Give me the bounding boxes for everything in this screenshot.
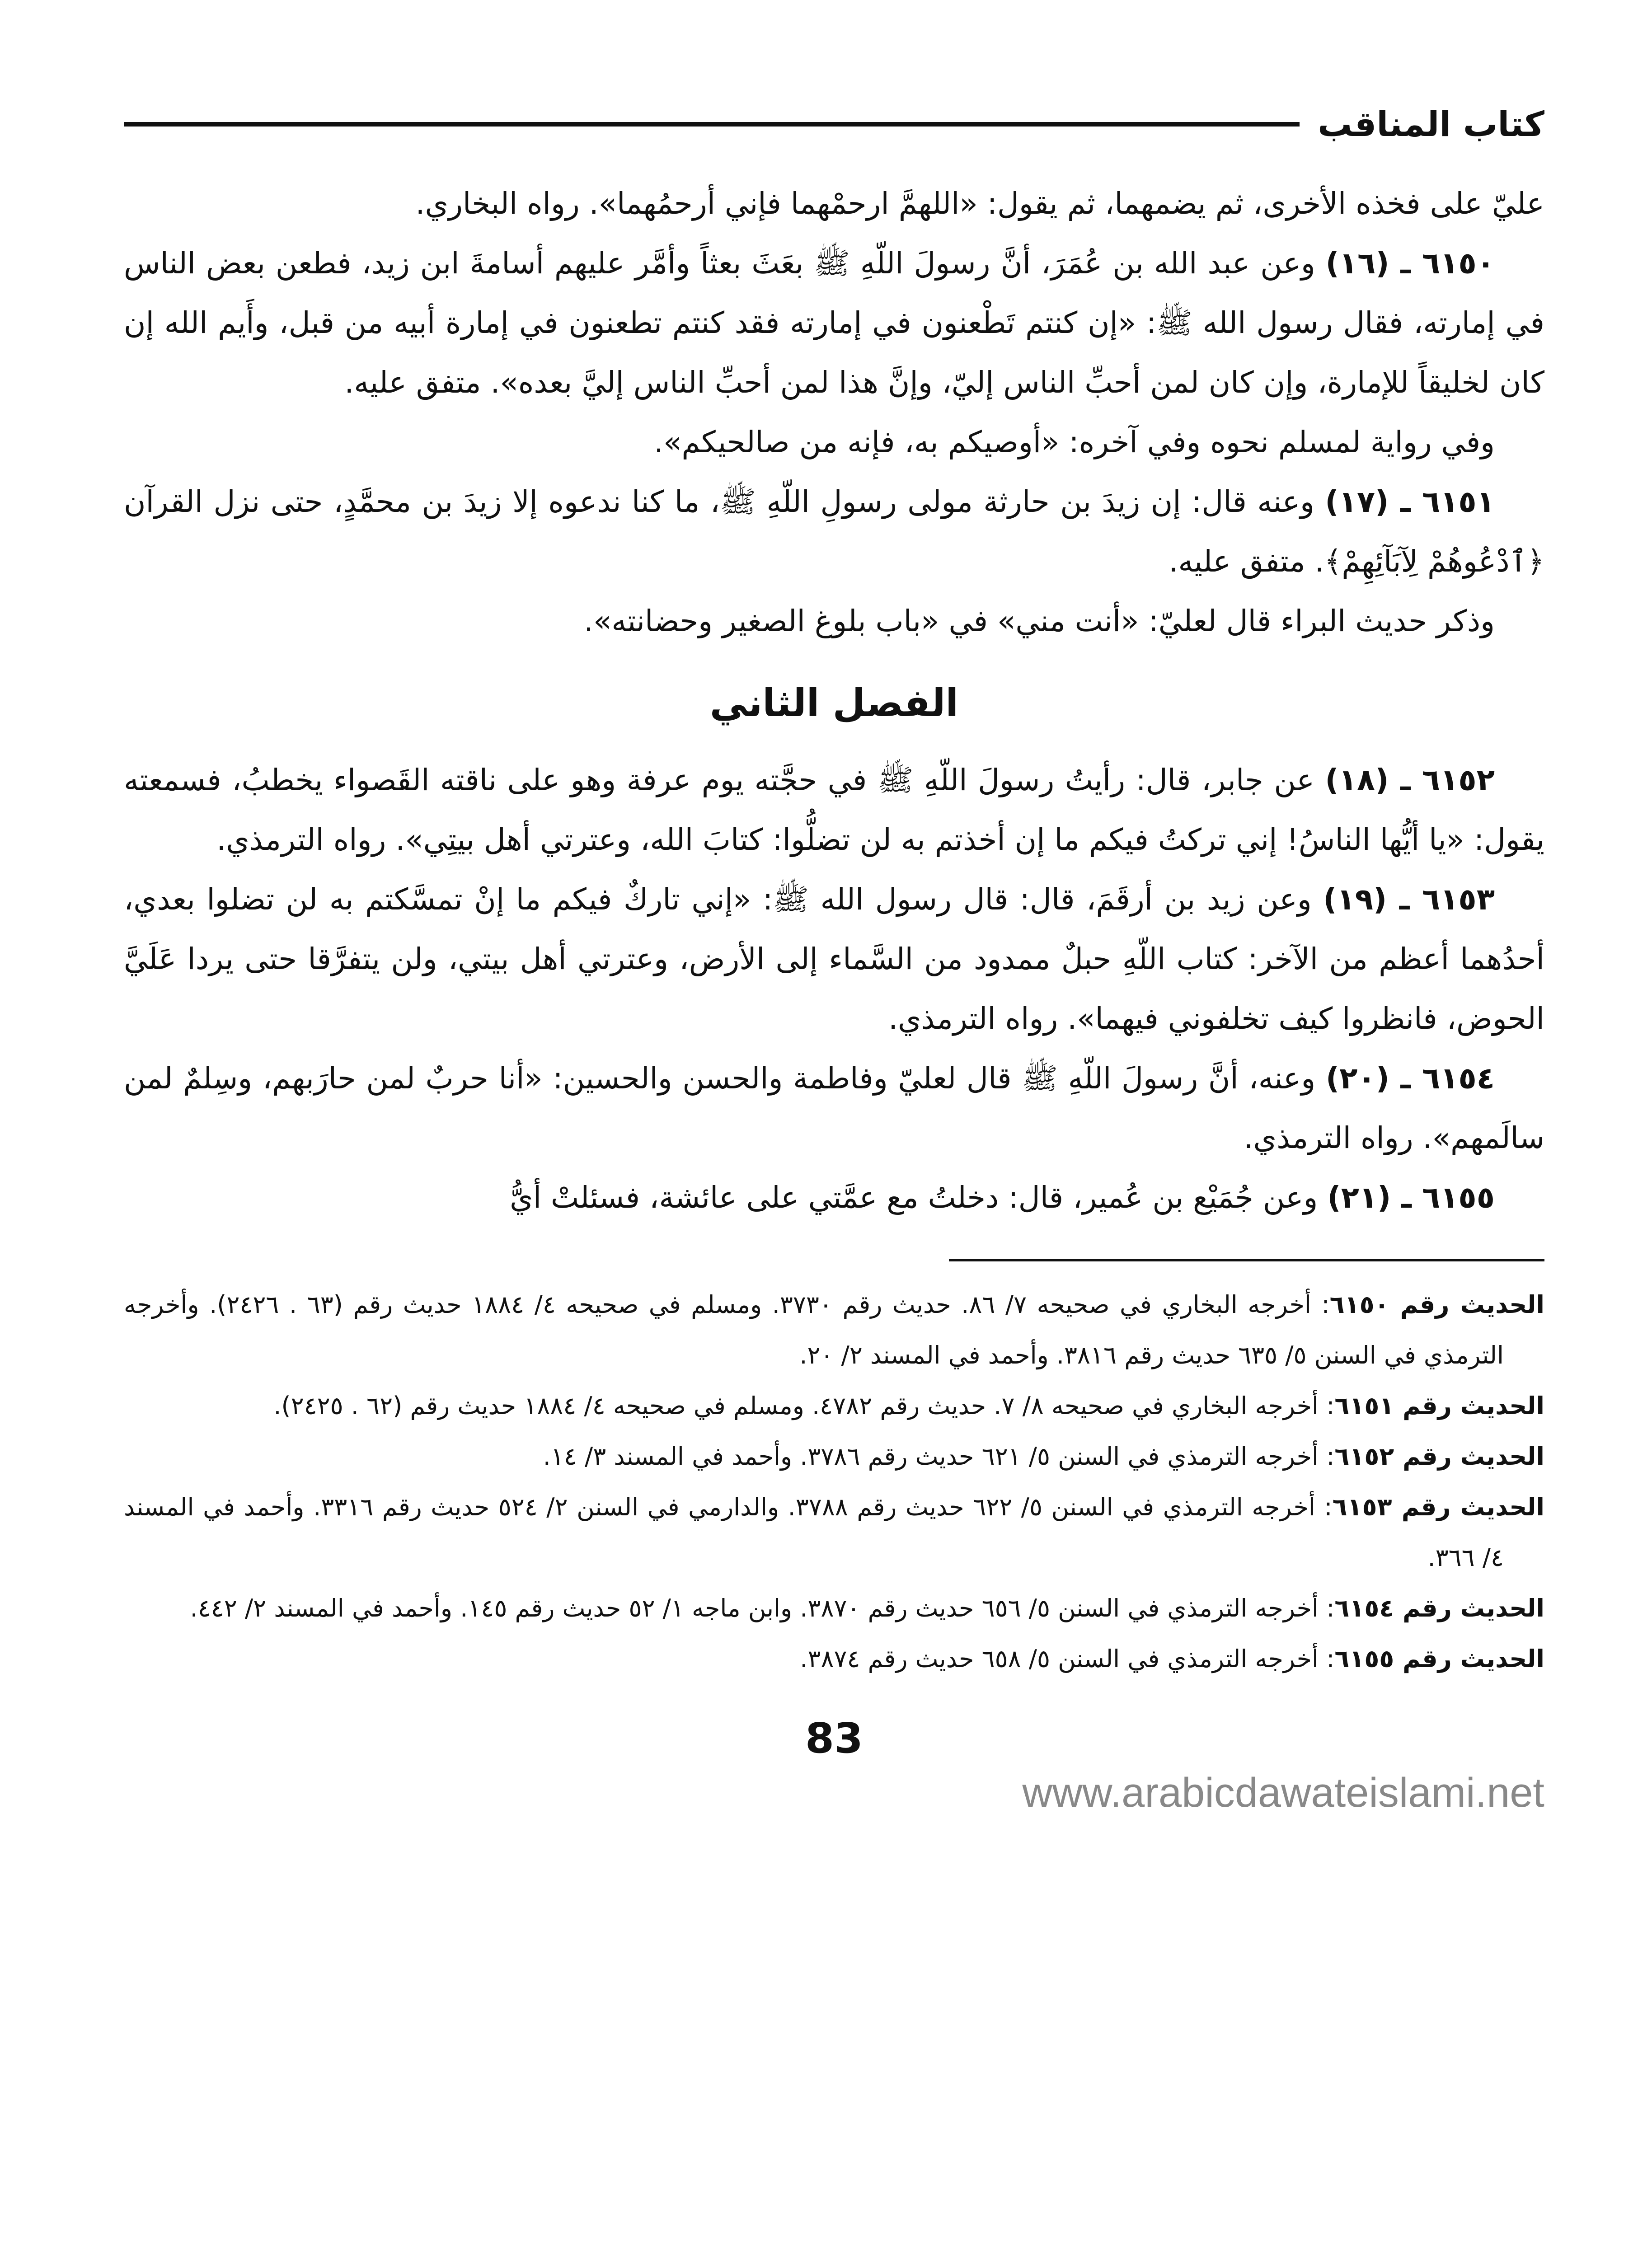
hadith-paragraph xyxy=(124,234,1544,412)
footnote-separator-row xyxy=(124,1228,1544,1279)
paragraph xyxy=(124,591,1544,651)
footnote-text: : أخرجه الترمذي في السنن ٥/ ٦٥٦ حديث رقم ٣٨٧٠. وابن ماجه ١/ ٥٢ حديث رقم ١٤٥. وأحمد في المسند ٢/ ٤٤٢. xyxy=(190,1594,1335,1622)
header-rule xyxy=(124,122,1300,127)
footnote-text: : أخرجه البخاري في صحيحه ٨/ ٧. حديث رقم ٤٧٨٢. ومسلم في صحيحه ٤/ ١٨٨٤ حديث رقم (٦٢ . ٢٤٢٥). xyxy=(273,1392,1335,1420)
footnote-text: : أخرجه البخاري في صحيحه ٧/ ٨٦. حديث رقم ٣٧٣٠. ومسلم في صحيحه ٤/ ١٨٨٤ حديث رقم (٦٣ . ٢٤٢٦). وأخرجه الترمذي في السنن ٥/ ٦٣٥ حديث رقم ٣٨١٦. وأحمد في المسند ٢/ ٢٠. xyxy=(124,1290,1504,1369)
footnote-label: الحديث رقم ٦١٥١ xyxy=(1334,1392,1544,1420)
footnote-label: الحديث رقم ٦١٥٥ xyxy=(1334,1645,1544,1673)
footnote xyxy=(124,1583,1544,1634)
watermark-url: www.arabicdawateislami.net xyxy=(1022,1770,1544,1816)
paragraph-text: وعن جُمَيْع بن عُمير، قال: دخلتُ مع عمَّتي على عائشة، فسئلتْ أيُّ xyxy=(510,1180,1318,1215)
paragraph-text: وعن عبد الله بن عُمَرَ، أنَّ رسولَ اللّهِ ﷺ بعَثَ بعثاً وأمَّر عليهم أسامةَ ابن زيد، فطعن بعض الناس في إمارته، فقال رسول الله ﷺ: «إن كنتم تَطْعنون في إمارته فقد كنتم تطعنون في إمارة أبيه من قبل، وأَيم الله إن كان لخليقاً للإمارة، وإن كان لمن أحبِّ الناس إليّ، وإنَّ هذا لمن أحبِّ الناس إليَّ بعده». متفق عليه. xyxy=(124,246,1544,400)
hadith-paragraph xyxy=(124,870,1544,1049)
footnote-separator xyxy=(949,1259,1544,1261)
paragraph-text: وذكر حديث البراء قال لعليّ: «أنت مني» في «باب بلوغ الصغير وحضانته». xyxy=(584,604,1495,638)
footnote-text: : أخرجه الترمذي في السنن ٥/ ٦٢٢ حديث رقم ٣٧٨٨. والدارمي في السنن ٢/ ٥٢٤ حديث رقم ٣٣١٦. وأحمد في المسند ٤/ ٣٦٦. xyxy=(124,1493,1504,1572)
footnote-label: الحديث رقم ٦١٥٤ xyxy=(1334,1594,1544,1622)
footnote xyxy=(124,1279,1544,1381)
paragraph xyxy=(124,174,1544,234)
paragraph-text: وعنه قال: إن زيدَ بن حارثة مولى رسولِ اللّهِ ﷺ، ما كنا ندعوه إلا زيدَ بن محمَّدٍ، حتى نزل القرآن ﴿ٱدْعُوهُمْ لِآبَآئِهِمْ﴾. متفق عليه. xyxy=(124,484,1544,579)
page-number: 83 xyxy=(805,1714,864,1762)
hadith-number: ٦١٥٠ ـ (١٦) xyxy=(1325,246,1495,281)
hadith-number: ٦١٥٢ ـ (١٨) xyxy=(1325,763,1495,797)
footnote-label: الحديث رقم ٦١٥٣ xyxy=(1332,1493,1545,1521)
footnote xyxy=(124,1381,1544,1431)
main-text-block-1 xyxy=(124,174,1544,651)
paragraph-text: عن جابر، قال: رأيتُ رسولَ اللّهِ ﷺ في حجَّته يوم عرفة وهو على ناقته القَصواء يخطبُ، فسمعته يقول: «يا أيُّها الناسُ! إني تركتُ فيكم ما إن أخذتم به لن تضلُّوا: كتابَ الله، وعترتي أهل بيتِي». رواه الترمذي. xyxy=(124,763,1544,857)
hadith-number: ٦١٥٥ ـ (٢١) xyxy=(1327,1180,1495,1215)
paragraph-text: وعنه، أنَّ رسولَ اللّهِ ﷺ قال لعليّ وفاطمة والحسن والحسين: «أنا حربٌ لمن حارَبهم، وسِلمٌ لمن سالَمهم». رواه الترمذي. xyxy=(124,1061,1544,1155)
paragraph-text: وعن زيد بن أرقَمَ، قال: قال رسول الله ﷺ: «إني تاركٌ فيكم ما إنْ تمسَّكتم به لن تضلوا بعدي، أحدُهما أعظم من الآخر: كتاب اللّهِ حبلٌ ممدود من السَّماء إلى الأرض، وعترتي أهل بيتي، ولن يتفرَّقا حتى يردا عَلَيَّ الحوض، فانظروا كيف تخلفوني فيهما». رواه الترمذي. xyxy=(124,882,1544,1036)
hadith-number: ٦١٥٣ ـ (١٩) xyxy=(1323,882,1495,917)
footnote-text: : أخرجه الترمذي في السنن ٥/ ٦٢١ حديث رقم ٣٧٨٦. وأحمد في المسند ٣/ ١٤. xyxy=(543,1442,1335,1471)
hadith-paragraph xyxy=(124,1049,1544,1168)
paragraph xyxy=(124,412,1544,472)
hadith-paragraph xyxy=(124,1168,1544,1228)
section-heading: الفصل الثاني xyxy=(709,681,959,725)
footnote xyxy=(124,1431,1544,1482)
hadith-number: ٦١٥٤ ـ (٢٠) xyxy=(1326,1061,1495,1096)
paragraph-text: وفي رواية لمسلم نحوه وفي آخره: «أوصيكم به، فإنه من صالحيكم». xyxy=(654,425,1495,459)
footnote xyxy=(124,1634,1544,1684)
footnote xyxy=(124,1482,1544,1583)
hadith-number: ٦١٥١ ـ (١٧) xyxy=(1325,484,1495,519)
chapter-title: كتاب المناقب xyxy=(1318,104,1544,144)
footnote-label: الحديث رقم ٦١٥٢ xyxy=(1334,1442,1544,1471)
running-header xyxy=(124,102,1544,147)
hadith-paragraph xyxy=(124,472,1544,591)
footnotes xyxy=(124,1279,1544,1684)
footnote-label: الحديث رقم ٦١٥٠ xyxy=(1329,1290,1545,1319)
footnote-text: : أخرجه الترمذي في السنن ٥/ ٦٥٨ حديث رقم ٣٨٧٤. xyxy=(800,1645,1335,1673)
hadith-paragraph xyxy=(124,750,1544,870)
paragraph-text: عليّ على فخذه الأخرى، ثم يضمهما، ثم يقول: «اللهمَّ ارحمْهما فإني أرحمُهما». رواه البخاري. xyxy=(415,186,1544,221)
main-text-block-2 xyxy=(124,750,1544,1228)
